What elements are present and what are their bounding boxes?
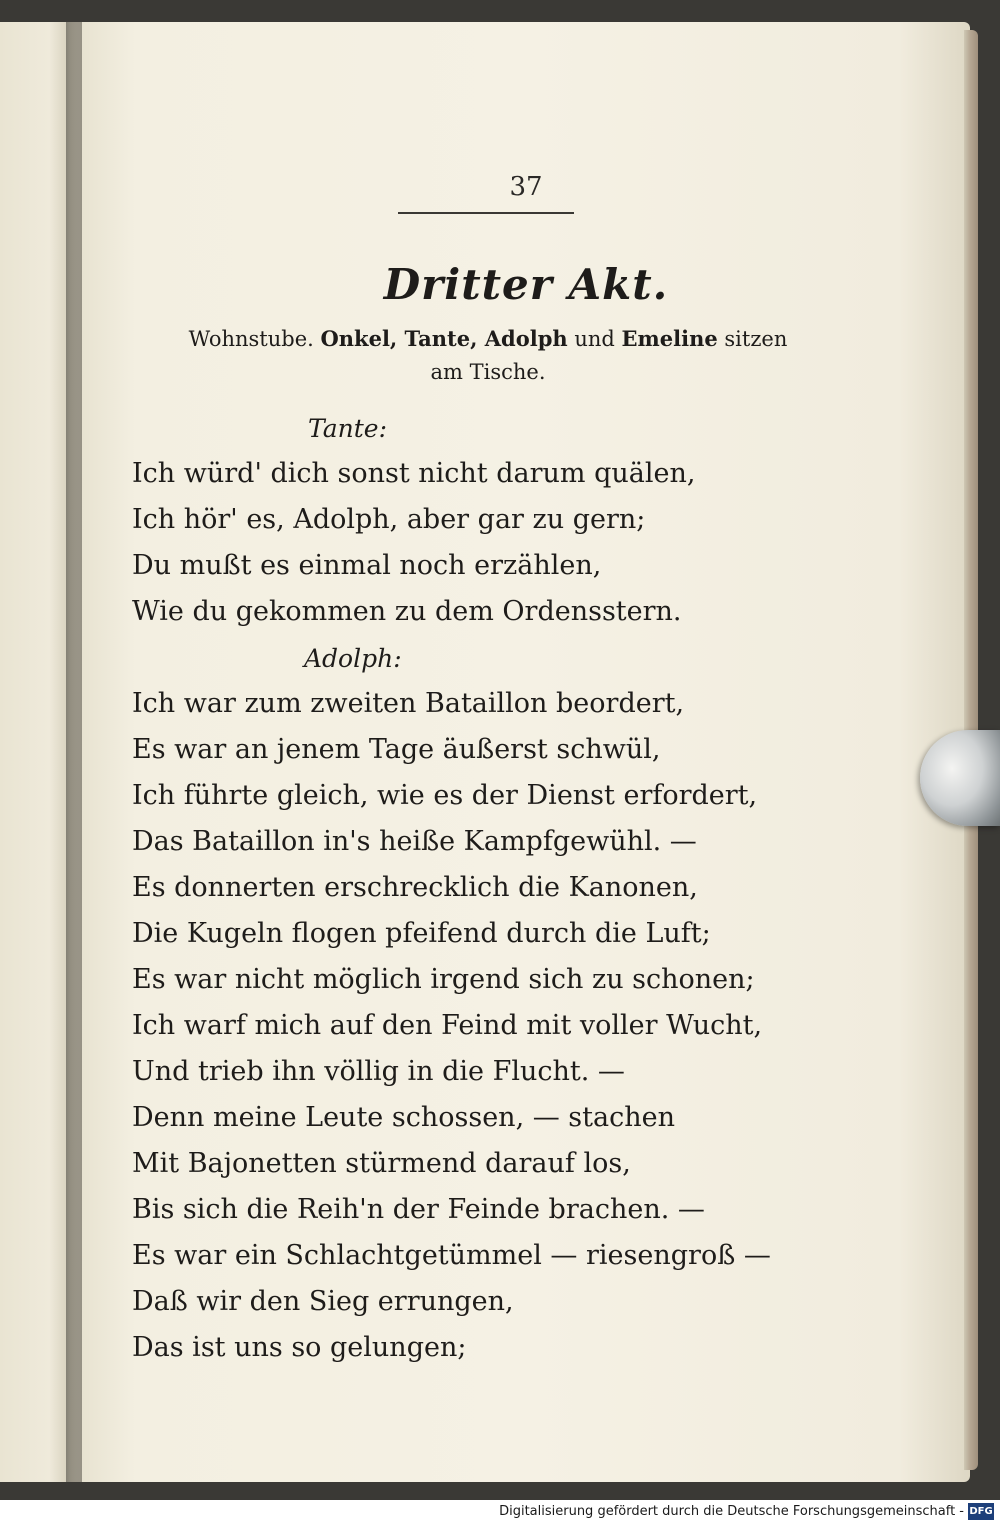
verse-line: Wie du gekommen zu dem Ordensstern.: [132, 596, 682, 627]
stage-persons-2: Emeline: [621, 326, 718, 351]
verse-line: Ich warf mich auf den Feind mit voller Wucht,: [132, 1010, 763, 1041]
verse-line: Es war nicht möglich irgend sich zu schonen;: [132, 964, 755, 995]
book-page: [82, 22, 970, 1482]
verse-line: Die Kugeln flogen pfeifend durch die Luft;: [132, 918, 711, 949]
stage-verb: sitzen: [724, 327, 788, 351]
speaker-tante: Tante:: [308, 414, 388, 443]
dfg-logo-icon: DFG: [968, 1503, 994, 1520]
stage-line-2: am Tische.: [430, 360, 546, 384]
verse-line: Das ist uns so gelungen;: [132, 1332, 467, 1363]
verse-line: Bis sich die Reih'n der Feinde brachen. —: [132, 1194, 705, 1225]
verse-line: Mit Bajonetten stürmend darauf los,: [132, 1148, 631, 1179]
header-rule: [398, 212, 574, 214]
footer-bar: [0, 1500, 1000, 1525]
verse-line: Ich war zum zweiten Bataillon beordert,: [132, 688, 685, 719]
verse-line: Es war ein Schlachtgetümmel — riesengroß —: [132, 1240, 771, 1271]
act-title: Dritter Akt.: [383, 260, 669, 309]
verse-line: Es donnerten erschrecklich die Kanonen,: [132, 872, 698, 903]
page-number: 37: [509, 172, 543, 202]
verse-line: Denn meine Leute schossen, — stachen: [132, 1102, 675, 1133]
stage-persons: Onkel, Tante, Adolph: [320, 326, 568, 351]
stage-place: Wohnstube.: [188, 327, 314, 351]
verse-line: Und trieb ihn völlig in die Flucht. —: [132, 1056, 625, 1087]
verse-line: Ich würd' dich sonst nicht darum quälen,: [132, 458, 696, 489]
stage-and: und: [574, 327, 615, 351]
verse-line: Es war an jenem Tage äußerst schwül,: [132, 734, 661, 765]
footer-credit: Digitalisierung gefördert durch die Deutsche Forschungsgemeinschaft -: [499, 1504, 964, 1519]
verse-line: Ich hör' es, Adolph, aber gar zu gern;: [132, 504, 646, 535]
verse-line: Du mußt es einmal noch erzählen,: [132, 550, 602, 581]
verse-line: Ich führte gleich, wie es der Dienst erfordert,: [132, 780, 758, 811]
stage-direction: [178, 322, 798, 389]
speaker-adolph: Adolph:: [304, 644, 402, 673]
verse-line: Daß wir den Sieg errungen,: [132, 1286, 514, 1317]
verse-line: Das Bataillon in's heiße Kampfgewühl. —: [132, 826, 697, 857]
